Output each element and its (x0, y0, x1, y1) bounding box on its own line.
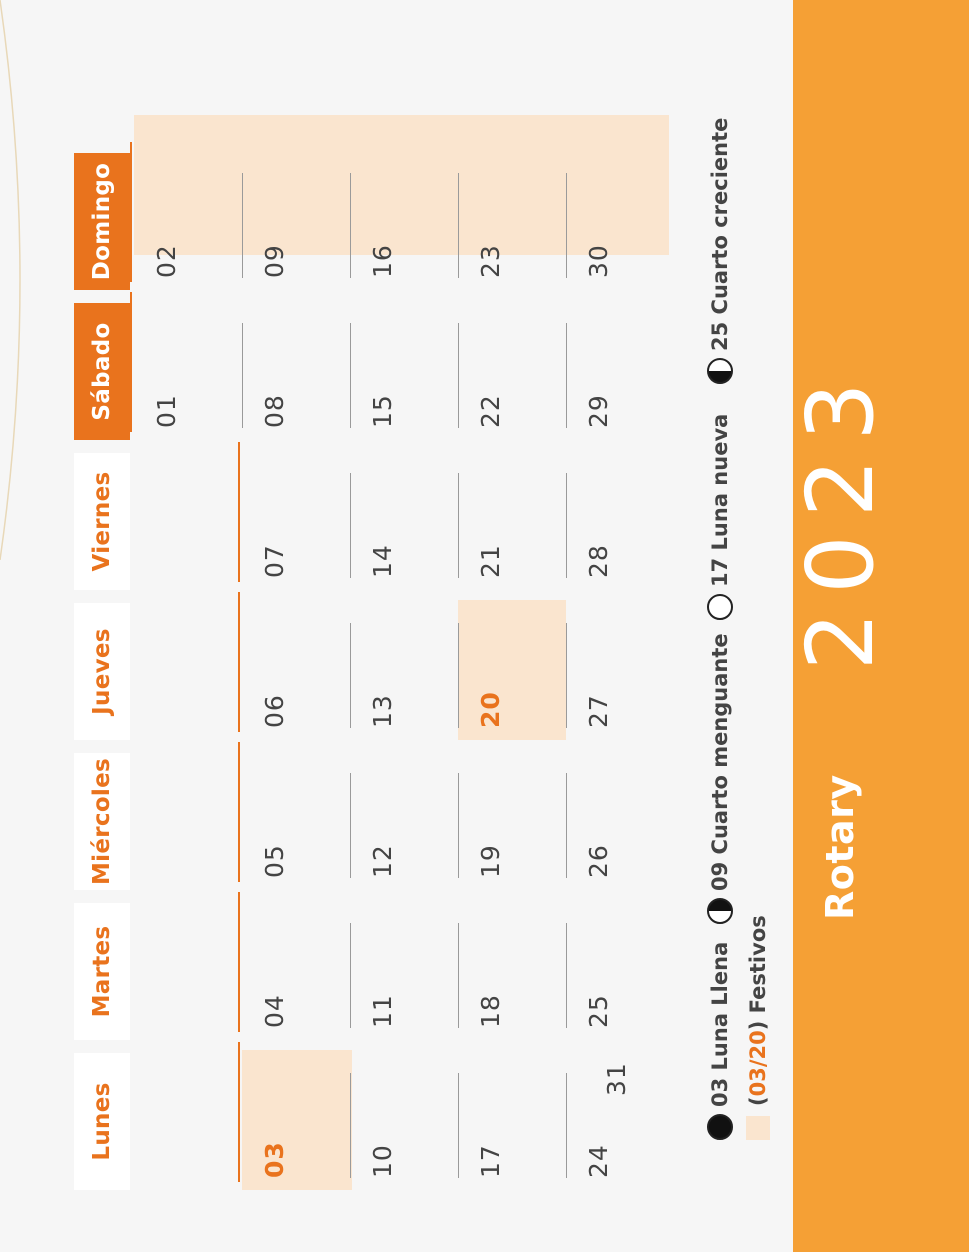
day-number: 26 (584, 844, 613, 878)
day-number: 16 (368, 244, 397, 278)
brand-name: Rotary (818, 774, 862, 920)
waxing-moon-icon (707, 358, 733, 384)
day-number: 09 (260, 244, 289, 278)
cell-separator (242, 173, 243, 278)
legend (705, 100, 775, 1140)
cell-separator (350, 923, 351, 1028)
legend-festivos: ( 03 / 20 ) Festivos (743, 915, 773, 1140)
day-number: 11 (368, 994, 397, 1028)
column-rule (238, 442, 240, 582)
column-rule (238, 1042, 240, 1182)
column-rule (238, 742, 240, 882)
weekday-header-lunes: Lunes (74, 1053, 130, 1190)
cell-separator (350, 173, 351, 278)
day-number: 17 (476, 1144, 505, 1178)
cell-separator (242, 323, 243, 428)
page-curl-decoration (0, 0, 40, 560)
day-number: 22 (476, 394, 505, 428)
cell-separator (350, 1073, 351, 1178)
cell-separator (458, 1073, 459, 1178)
brand-block (786, 364, 894, 920)
cell-separator (566, 173, 567, 278)
weekday-header-martes: Martes (74, 903, 130, 1040)
calendar-grid (62, 60, 912, 1190)
cell-separator (566, 773, 567, 878)
weekday-header-sabado: Sábado (74, 303, 130, 440)
day-number: 05 (260, 844, 289, 878)
day-number: 24 (584, 1144, 613, 1178)
day-number: 06 (260, 694, 289, 728)
day-number: 27 (584, 694, 613, 728)
legend-waxing-moon: 25 Cuarto creciente (705, 118, 735, 384)
full-moon-icon (707, 1114, 733, 1140)
holiday-cell-20 (458, 600, 566, 740)
column-rule (238, 892, 240, 1032)
day-number: 20 (476, 691, 505, 728)
cell-separator (458, 473, 459, 578)
day-number: 13 (368, 694, 397, 728)
sunday-highlight (134, 115, 669, 255)
cell-separator (458, 773, 459, 878)
cell-separator (350, 473, 351, 578)
day-number: 23 (476, 244, 505, 278)
cell-separator (566, 1073, 567, 1178)
cell-separator (566, 323, 567, 428)
day-number: 25 (584, 994, 613, 1028)
day-number: 29 (584, 394, 613, 428)
day-number: 12 (368, 844, 397, 878)
legend-full-moon: 03 Luna Llena (705, 942, 735, 1140)
weekday-header-jueves: Jueves (74, 603, 130, 740)
day-number: 04 (260, 994, 289, 1028)
weekday-header-viernes: Viernes (74, 453, 130, 590)
day-number-overflow: 31 (602, 1062, 631, 1096)
cell-separator (350, 323, 351, 428)
day-number: 07 (260, 544, 289, 578)
waning-moon-icon (707, 898, 733, 924)
cell-separator (458, 623, 459, 728)
weekday-header-domingo: Domingo (74, 153, 130, 290)
day-number: 03 (260, 1141, 289, 1178)
day-number: 01 (152, 394, 181, 428)
column-rule (238, 592, 240, 732)
weekday-header-miercoles: Miércoles (74, 753, 130, 890)
day-number: 08 (260, 394, 289, 428)
legend-new-moon: 17 Luna nueva (705, 414, 735, 620)
cell-separator (566, 473, 567, 578)
day-number: 19 (476, 844, 505, 878)
day-number: 28 (584, 544, 613, 578)
holiday-cell-03 (242, 1050, 352, 1190)
year-title: 2023 (786, 364, 894, 671)
day-number: 02 (152, 244, 181, 278)
day-number: 18 (476, 994, 505, 1028)
column-rule (130, 142, 132, 282)
cell-separator (458, 173, 459, 278)
cell-separator (566, 623, 567, 728)
holiday-swatch (746, 1116, 770, 1140)
cell-separator (458, 923, 459, 1028)
day-number: 14 (368, 544, 397, 578)
day-number: 30 (584, 244, 613, 278)
day-number: 15 (368, 394, 397, 428)
day-number: 21 (476, 544, 505, 578)
column-rule (130, 292, 132, 432)
cell-separator (350, 623, 351, 728)
new-moon-icon (707, 594, 733, 620)
legend-waning-moon: 09 Cuarto menguante (705, 633, 735, 924)
day-number: 10 (368, 1144, 397, 1178)
cell-separator (566, 923, 567, 1028)
cell-separator (350, 773, 351, 878)
cell-separator (458, 323, 459, 428)
